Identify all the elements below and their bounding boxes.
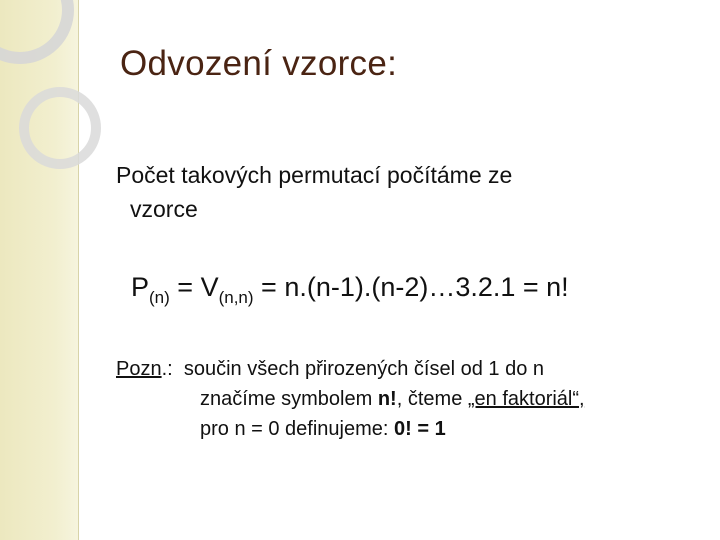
note-line-2-a: značíme symbolem [200,388,378,410]
note-line-3-bold: 0! = 1 [394,418,446,440]
formula-v-subscript: (n,n) [218,288,254,307]
formula-p: P [131,272,150,302]
intro-line-2: vzorce [130,196,198,222]
slide-title: Odvození vzorce: [120,44,398,83]
note-line-3-a: pro n = 0 definujeme: [200,418,395,440]
note-block [116,354,585,444]
note-line-2-b: , čteme [396,388,468,410]
formula-p-subscript: (n) [149,288,170,307]
note-line-2-underlined: „en faktoriál“, [467,388,585,410]
decorative-circles [0,0,120,200]
note-line-1-text: součin všech přirozených čísel od 1 do n [183,358,545,380]
formula-expansion: = n.(n-1).(n-2)…3.2.1 = n! [253,272,569,302]
intro-text [116,158,616,226]
formula-eq-v: = V [169,272,219,302]
permutation-formula [131,272,569,307]
note-line-2 [116,384,585,414]
note-line-1 [116,354,585,384]
note-line-2-bold: n! [377,388,397,410]
note-line-3 [116,414,585,444]
intro-line-1: Počet takových permutací počítáme ze [116,162,513,188]
note-label: Pozn [116,358,162,380]
note-label-suffix: .: [161,358,184,380]
